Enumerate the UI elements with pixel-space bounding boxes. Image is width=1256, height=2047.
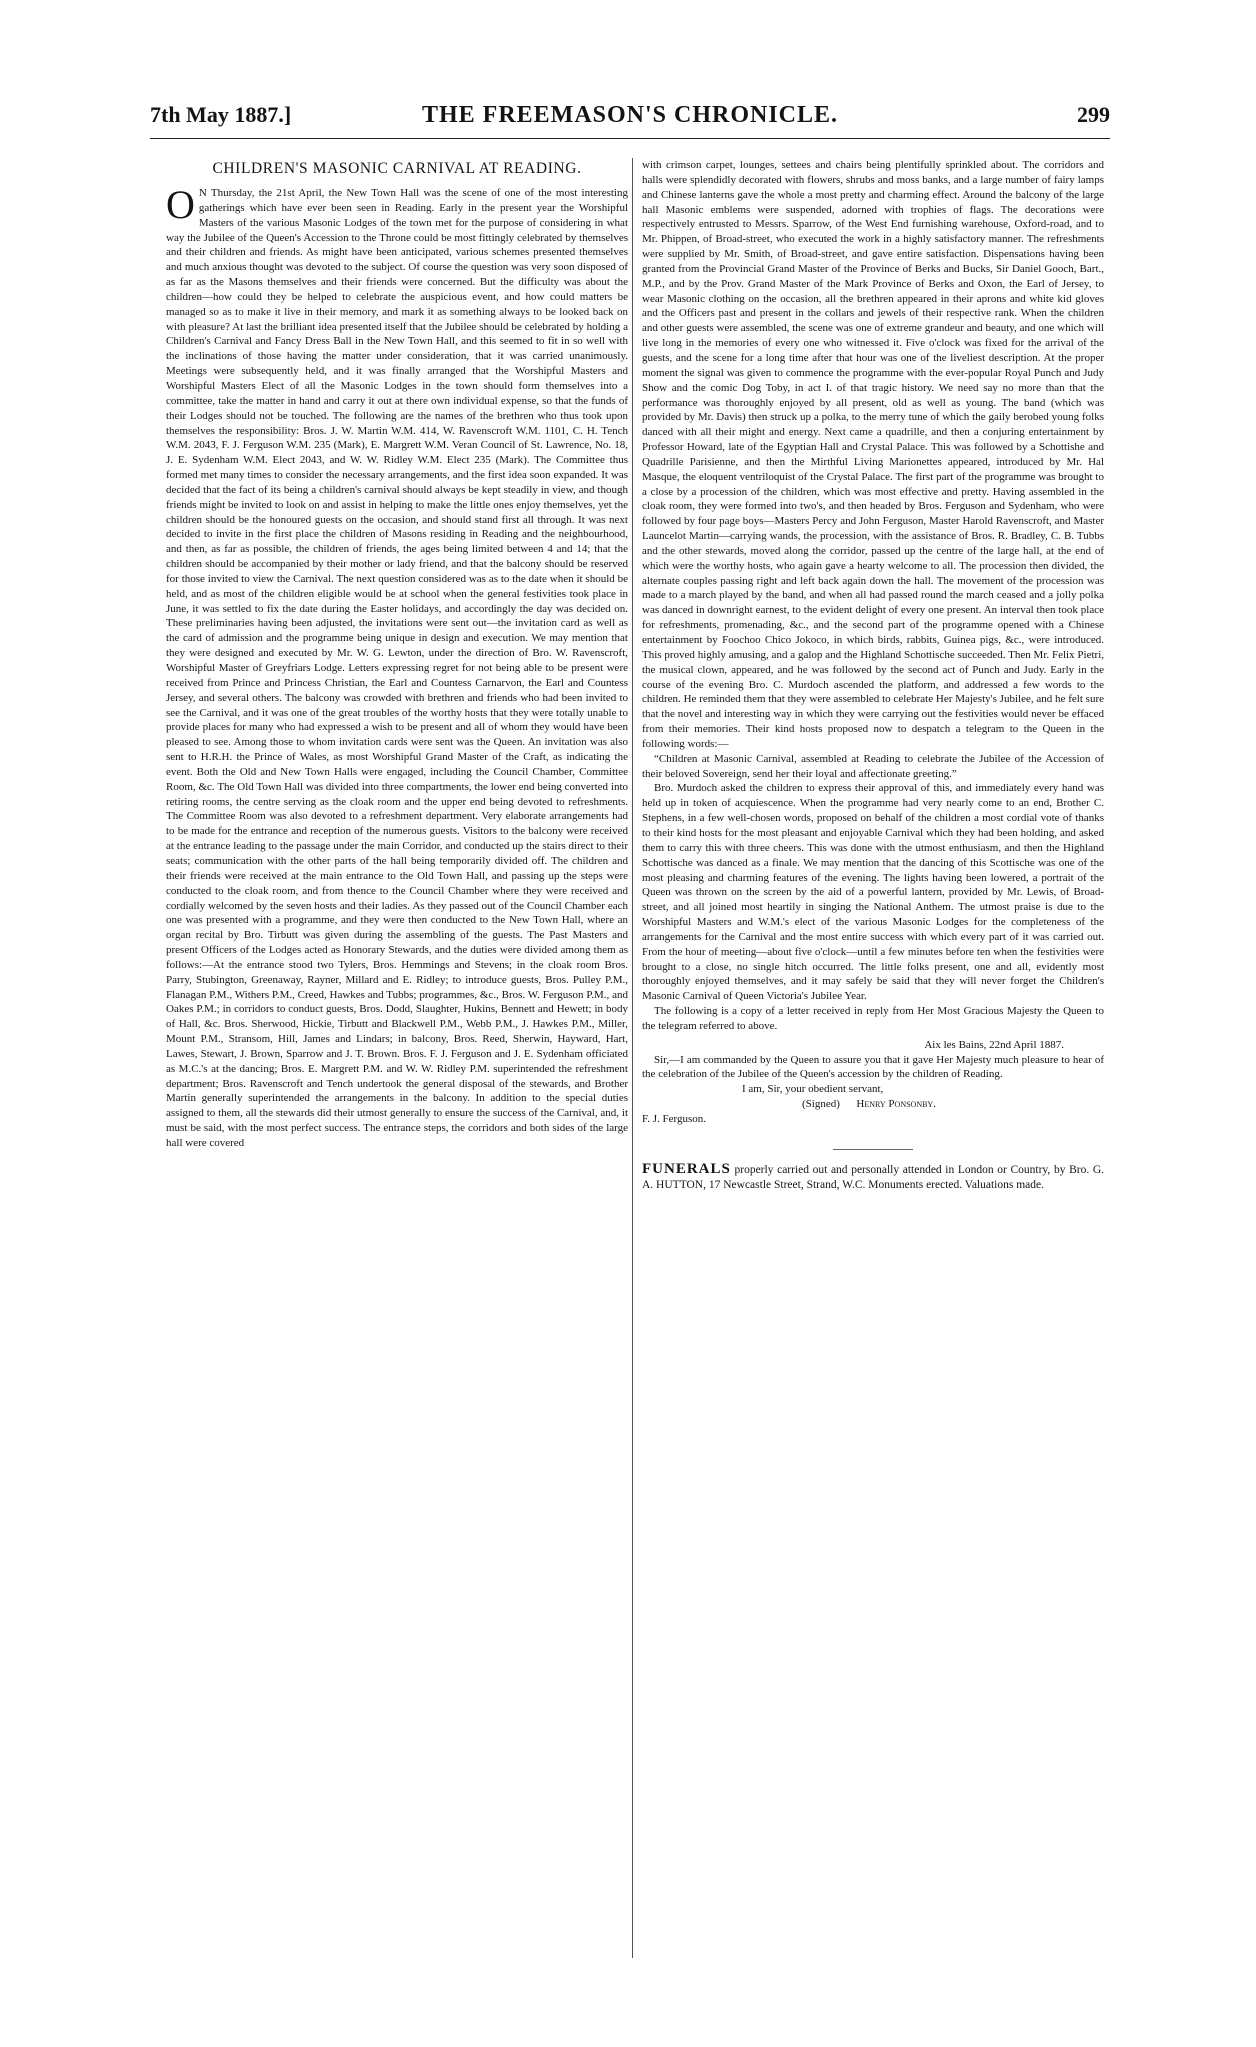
- queen-letter: [642, 1038, 1104, 1127]
- letter-place-date: Aix les Bains, 22nd April 1887.: [924, 1038, 1064, 1051]
- section-rule: [833, 1149, 913, 1150]
- article-paragraph-1: [166, 182, 628, 1151]
- article-paragraph-continued: with crimson carpet, lounges, settees and chairs being plentifully sprinkled about. The corridors and halls were splendidly decorated with flowers, shrubs and moss banks, and a large number of fairy lamps and Chinese lanterns gave the whole a most pretty and charming effect. Around the balcony of the large hall Masonic emblems were suspended, adorned with trophies of flags. The decorations were respectively entrusted to Messrs. Sparrow, of the West End furnishing warehouse, Oxford-road, and to Mr. Phippen, of Broad-street, who executed the work in a highly satisfactory manner. The refreshments were supplied by Mr. Smith, of Broad-street, and gave entire satisfaction. Dispensations having been granted from the Provincial Grand Master of the Province of Berks and Bucks, Sir Daniel Gooch, Bart., M.P., and by the Prov. Grand Master of the Mark Province of Berks and Oxon, the Earl of Jersey, to wear Masonic clothing on the occasion, all the brethren appeared in their aprons and white kid gloves and the Officers past and present in the collars and jewels of their respective rank. When the children and other guests were assembled, the scene was one of extreme grandeur and beauty, and one which will live long in the memories of every one who witnessed it. Five o'clock was fixed for the arrival of the guests, and the scene for a long time after that hour was one of the liveliest description. At the proper moment the signal was given to commence the programme with the ever-popular Royal Punch and Judy Show and the comic Dog Toby, in act I. of that tragic history. We need say no more than that the performance was thoroughly enjoyed by all present, old as well as young. The band (which was provided by Mr. Davis) then struck up a polka, to the merry tune of which the gaily berobed young folks danced with all their might and energy. Next came a quadrille, and then a conjuring entertainment by Professor Howard, late of the Egyptian Hall and Crystal Palace. This was followed by a Schottishe and Quadrille Parisienne, and then the Mirthful Living Marionettes appeared, introduced by Mr. Hal Masque, the eloquent ventriloquist of the Crystal Palace. The first part of the programme was brought to a close by a procession of the children, which was most effective and pretty. Having assembled in the cloak room, they were formed into two's, and then headed by Bros. Ferguson and Sydenham, who were followed by four page boys—Masters Percy and John Ferguson, Master Harold Ravenscroft, and Master Launcelot Martin—carrying wands, the procession, with the assistance of Bros. R. Bradley, C. B. Tubbs and the other stewards, moved along the corridor, passed up the centre of the large hall, at the end of which were the worthy hosts, who again gave a hearty welcome to all. The procession then divided, the alternate couples passing right and left back again down the hall. The movement of the procession was made to a march played by the band, and when all had passed round the march ceased and a jolly polka was danced in downright earnest, to the evident delight of every one present. An interval then took place for refreshments, promenading, &c., and the second part of the programme opened with a Chinese entertainment by Foochoo Chico Jokoco, in which birds, rabbits, Guinea pigs, &c., were introduced. This proved highly amusing, and a galop and the Highland Schottische succeeded. Then Mr. Felix Pietri, the musical clown, appeared, and he was followed by the second act of Punch and Judy. Early in the course of the evening Bro. C. Murdoch ascended the platform, and addressed a few words to the children. He reminded them that they were assembled to celebrate Her Majesty's Jubilee, and he felt sure that the novel and interesting way in which they were carrying out the festivities would never be effaced from their memories. Their kind hosts proposed now to despatch a telegram to the Queen in the following words:—: [642, 159, 1104, 750]
- letter-addressee: F. J. Ferguson.: [642, 1113, 707, 1125]
- letter-closing: I am, Sir, your obedient servant,: [742, 1083, 884, 1096]
- right-column: [642, 158, 1104, 1193]
- funerals-advert: [642, 1162, 1104, 1193]
- article-paragraph-1-text: N Thursday, the 21st April, the New Town Hall was the scene of one of the most interesting gatherings which have ever been seen in Reading. Early in the present year the Worshipful Masters of the various Masonic Lodges of the town met for the purpose of considering in what way the Jubilee of the Queen's Accession to the Throne could be most fittingly celebrated by themselves and their children and friends. As might have been anticipated, various schemes presented themselves and much anxious thought was devoted to the subject. Of course the question was very soon disposed of as far as the Masons themselves and their friends were concerned. But the difficulty was about the children—how could they be helped to celebrate the auspicious event, and how could matters be managed so as to make it live in their memory, and mark it as something always to be looked back on with pleasure? At last the brilliant idea presented itself that the Jubilee should be celebrated by holding a Children's Carnival and Fancy Dress Ball in the New Town Hall, and this seemed to fit in so well with the inclinations of those having the matter under consideration, that it was carried unanimously. Meetings were subsequently held, and it was finally arranged that the Worshipful Masters and Worshipful Masters Elect of all the Masonic Lodges in the town should form themselves into a committee, take the matter in hand and carry it out at there own individual expense, so that the funds of their Lodges should not be touched. The following are the names of the brethren who thus took upon themselves the responsibility: Bros. J. W. Martin W.M. 414, W. Ravenscroft W.M. 1101, C. H. Tench W.M. 2043, F. J. Ferguson W.M. 235 (Mark), E. Margrett W.M. Veran Council of St. Lawrence, No. 18, J. E. Sydenham W.M. Elect 2043, and W. W. Ridley W.M. Elect 235 (Mark). The Committee thus formed met many times to consider the necessary arrangements, and the first idea soon expanded. It was decided that the fact of its being a children's carnival should always be kept steadily in view, and though friends might be invited to look on and assist in helping to make the little ones enjoy themselves, yet the children should be the honoured guests on the occasion, and should stand first all through. It was next decided to invite in the first place the children of Masons residing in Reading and the neighbourhood, and then, as far as possible, the children of friends, the ages being limited between 4 and 14; that the children should be accompanied by their mother or lady friend, and that the balcony should be reserved for those invited to view the Carnival. The next question considered was as to the date when it should be held, and as most of the children eligible would be at school when the general festivities took place in June, it was settled to fix the date during the Easter holidays, and accordingly the day was decided on. These preliminaries having been adjusted, the invitations were sent out—the invitation card as well as the card of admission and the programme being unique in design and execution. We may mention that they were designed and executed by Mr. W. G. Lewton, under the direction of Bro. W. Ravenscroft, Worshipful Master of Greyfriars Lodge. Letters expressing regret for not being able to be present were received from Prince and Princess Christian, the Earl and Countess Carnarvon, the Earl and Countess Jersey, and several others. The balcony was crowded with brethren and friends who had been invited to see the Carnival, and it was one of the great troubles of the worthy hosts that they were totally unable to provide places for many who had expressed a wish to be present and all of whom they would have been pleased to see. Among those to whom invitation cards were sent was the Queen. An invitation was also sent to H.R.H. the Prince of Wales, as most Worshipful Grand Master of the Craft, as indicating the event. Both the Old and New Town Halls were engaged, including the Council Chamber, Committee Room, &c. The Old Town Hall was divided into three compartments, the lower end being converted into retiring rooms, the centre serving as the cloak room and the upper end being devoted to refreshments. The Committee Room was also devoted to a refreshment department. Very elaborate arrangements had to be made for the entrance and reception of the numerous guests. Visitors to the balcony were received at the entrance leading to the passage under the main Corridor, and conducted up the stairs direct to their seats; communication with the other parts of the hall being temporarily divided off. The children and their friends were received at the main entrance to the Old Town Hall, and passing up the steps were conducted to the cloak room, and from thence to the Council Chamber where they were received and cordially welcomed by the seven hosts and their ladies. As they passed out of the Council Chamber each one was presented with a programme, and they were then conducted to the New Town Hall, where an organ recital by Bro. Tirbutt was given during the assembling of the guests. The Past Masters and present Officers of the Lodges acted as Honorary Stewards, and the duties were divided among them as follows:—At the entrance stood two Tylers, Bros. Hemmings and Stevens; in the cloak room Bros. Parry, Stubington, Greenaway, Rayner, Millard and E. Ridley; to introduce guests, Bros. Pulley P.M., Flanagan P.M., Withers P.M., Creed, Hawkes and Tubbs; programmes, &c., Bros. W. Ferguson P.M., and Oakes P.M.; in corridors to conduct guests, Bros. Dodd, Slaughter, Hukins, Bennett and Hewett; in body of Hall, &c. Bros. Sherwood, Hickie, Tirbutt and Blackwell P.M., Webb P.M., J. Hawkes P.M., Miller, Mount P.M., Stransom, Hill, James and Lindars; in balcony, Bros. Reed, Sherwin, Hayward, Hart, Lawes, Stewart, J. Brown, Sparrow and J. T. Brown. Bros. F. J. Ferguson and J. E. Sydenham officiated as M.C.'s at the dancing; Bros. E. Margrett P.M. and W. W. Ridley P.M. superintended the refreshment department; Bros. Ravenscroft and Tench undertook the general disposal of the stewards, and Brother Martin generally superintended the arrangements in the balcony. In addition to the special duties assigned to them, all the stewards did their utmost generally to ensure the success of the Carnival, and, it must be said, with the most perfect success. The entrance steps, the corridors and both sides of the large hall were covered: [166, 187, 628, 1149]
- letter-intro: The following is a copy of a letter received in reply from Her Most Gracious Majesty the Queen to the telegram referred to above.: [642, 1005, 1104, 1032]
- advert-lead-word: FUNERALS: [642, 1160, 731, 1177]
- issue-date: 7th May 1887.]: [150, 102, 292, 127]
- masthead: [150, 100, 1110, 139]
- telegram-quote: “Children at Masonic Carnival, assembled at Reading to celebrate the Jubilee of the Accession of their beloved Sovereign, send her their loyal and affectionate greeting.”: [642, 752, 1104, 780]
- signed-label: (Signed): [802, 1098, 840, 1111]
- article-paragraph-closing: Bro. Murdoch asked the children to express their approval of this, and immediately every hand was held up in token of acquiescence. When the programme had very nearly come to an end, Brother C. Stephens, in a few well-chosen words, proposed on behalf of the children a most cordial vote of thanks to their kind hosts for the most pleasant and enjoyable Carnival which they had been holding, and asked them to carry this with three cheers. This was done with the utmost enthusiasm, and then the Highland Schottische was danced as a finale. We may mention that the dancing of this Scottische was one of the most pleasing and charming features of the evening. The lights having been lowered, a portrait of the Queen was thrown on the screen by the aid of a powerful lantern, provided by Mr. Lewis, of Broad-street, and all joined most heartily in singing the National Anthem. The utmost praise is due to the Worshipful Masters and W.M.'s elect of the various Masonic Lodges for the completeness of the arrangements for the Carnival and the most entire success with which every part of it was carried out. From the hour of meeting—about five o'clock—until a few minutes before ten when the festivities were brought to a close, no single hitch occurred. The little folks present, one and all, evidently most thoroughly enjoyed themselves, and it may safely be said that they will never forget the Children's Masonic Carnival of Queen Victoria's Jubilee Year.: [642, 782, 1104, 1003]
- column-divider: [632, 158, 633, 1958]
- article-heading: CHILDREN'S MASONIC CARNIVAL AT READING.: [212, 160, 582, 177]
- left-column: [166, 158, 628, 1966]
- page-number: 299: [1077, 102, 1110, 127]
- letter-body: Sir,—I am commanded by the Queen to assure you that it gave Her Majesty much pleasure to hear of the celebration of the Jubilee of the Queen's accession by the children of Reading.: [642, 1053, 1104, 1081]
- letter-signature-line: [642, 1097, 1104, 1112]
- drop-cap: O: [166, 182, 195, 227]
- publication-title: THE FREEMASON'S CHRONICLE.: [421, 102, 839, 128]
- advert-text: properly carried out and personally attended in London or Country, by Bro. G. A. HUTTON, 17 Newcastle Street, Strand, W.C. Monuments erected. Valuations made.: [642, 1163, 1105, 1191]
- letter-signatory: Henry Ponsonby.: [856, 1098, 936, 1111]
